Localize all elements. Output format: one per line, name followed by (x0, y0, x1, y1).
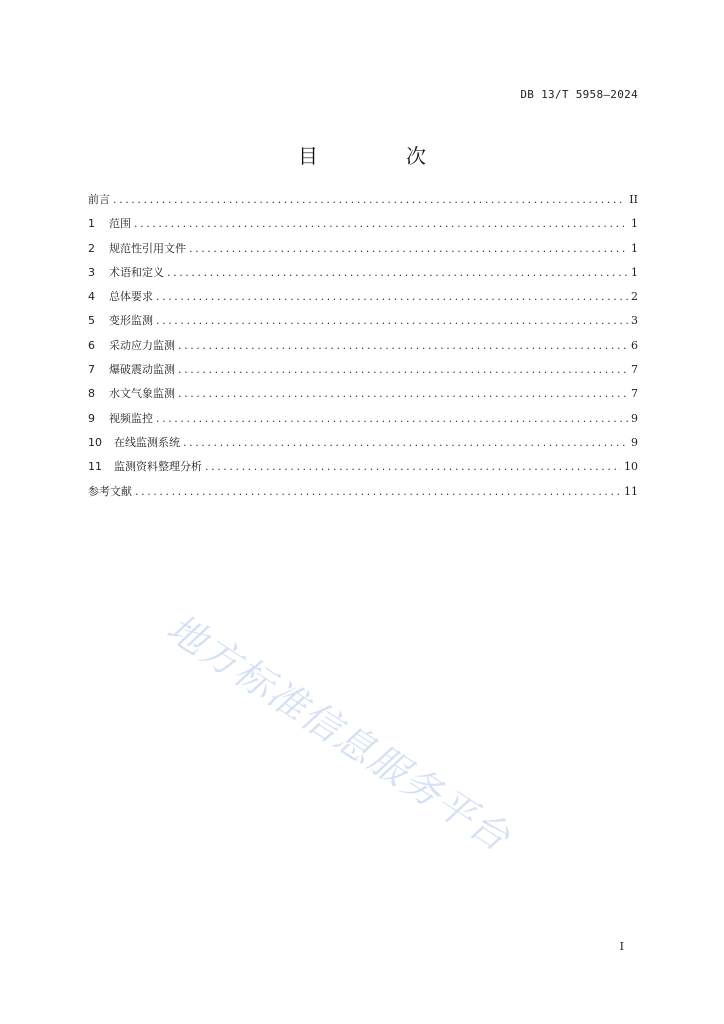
toc-leader-dots (167, 265, 628, 281)
toc-leader-dots (156, 313, 628, 329)
toc-leader-dots (178, 338, 628, 354)
toc-entry-page: 11 (624, 484, 638, 498)
toc-entry-9[interactable] (88, 411, 638, 435)
toc-entry-page: 10 (624, 460, 638, 474)
toc-entry-number: 11 (88, 460, 102, 474)
page-number: I (619, 940, 624, 953)
toc-entry-label: 在线监测系统 (114, 435, 180, 449)
toc-entry-page: 6 (631, 338, 638, 352)
toc-entry-references[interactable] (88, 484, 638, 508)
standard-code: DB 13/T 5958—2024 (520, 88, 638, 101)
toc-leader-dots (134, 216, 628, 232)
toc-leader-dots (183, 435, 628, 451)
toc-entry-label: 前言 (88, 193, 110, 206)
toc-entry-label: 水文气象监测 (109, 387, 175, 401)
toc-entry-label: 规范性引用文件 (109, 241, 186, 255)
toc-entry-number: 4 (88, 290, 95, 304)
toc-leader-dots (156, 289, 628, 305)
toc-entry-number: 2 (88, 241, 95, 255)
toc-entry-6[interactable] (88, 338, 638, 362)
toc-entry-number: 3 (88, 265, 95, 279)
toc-entry-label: 监测资料整理分析 (114, 460, 202, 474)
toc-leader-dots (178, 362, 628, 378)
toc-entry-page: II (629, 193, 638, 206)
toc-entry-label: 参考文献 (88, 484, 132, 498)
toc-entry-page: 2 (631, 290, 638, 304)
toc-entry-number: 10 (88, 435, 102, 449)
toc-entry-page: 7 (631, 363, 638, 377)
toc-entry-page: 9 (631, 411, 638, 425)
toc-entry-page: 1 (631, 265, 638, 279)
toc-entry-label: 采动应力监测 (109, 338, 175, 352)
toc-entry-label: 术语和定义 (109, 265, 164, 279)
watermark: 地方标准信息服务平台 (159, 605, 519, 861)
toc-leader-dots (156, 411, 628, 427)
toc-entry-1[interactable] (88, 216, 638, 240)
toc-entry-label: 视频监控 (109, 411, 153, 425)
toc-entry-3[interactable] (88, 265, 638, 289)
toc-leader-dots (189, 241, 628, 257)
toc-entry-label: 变形监测 (109, 314, 153, 328)
toc-entry-number: 6 (88, 338, 95, 352)
toc-entry-11[interactable] (88, 459, 638, 483)
toc-entry-2[interactable] (88, 241, 638, 265)
toc-leader-dots (205, 459, 621, 475)
toc-leader-dots (113, 192, 626, 208)
toc-entry-label: 总体要求 (109, 290, 153, 304)
toc-entry-number: 7 (88, 363, 95, 377)
page-title: 目 次 (298, 144, 460, 168)
toc-entry-5[interactable] (88, 313, 638, 337)
toc-leader-dots (178, 386, 628, 402)
toc-entry-page: 9 (631, 435, 638, 449)
toc-entry-page: 1 (631, 241, 638, 255)
toc-entry-page: 7 (631, 387, 638, 401)
toc-entry-foreword[interactable] (88, 192, 638, 216)
toc-entry-8[interactable] (88, 386, 638, 410)
toc-entry-page: 1 (631, 217, 638, 231)
toc-entry-number: 8 (88, 387, 95, 401)
toc-entry-7[interactable] (88, 362, 638, 386)
toc-leader-dots (135, 484, 621, 500)
toc-entry-4[interactable] (88, 289, 638, 313)
table-of-contents (88, 192, 638, 508)
toc-entry-label: 范围 (109, 217, 131, 231)
toc-entry-10[interactable] (88, 435, 638, 459)
toc-entry-number: 1 (88, 217, 95, 231)
toc-entry-page: 3 (631, 314, 638, 328)
toc-entry-number: 5 (88, 314, 95, 328)
toc-entry-label: 爆破震动监测 (109, 363, 175, 377)
toc-entry-number: 9 (88, 411, 95, 425)
